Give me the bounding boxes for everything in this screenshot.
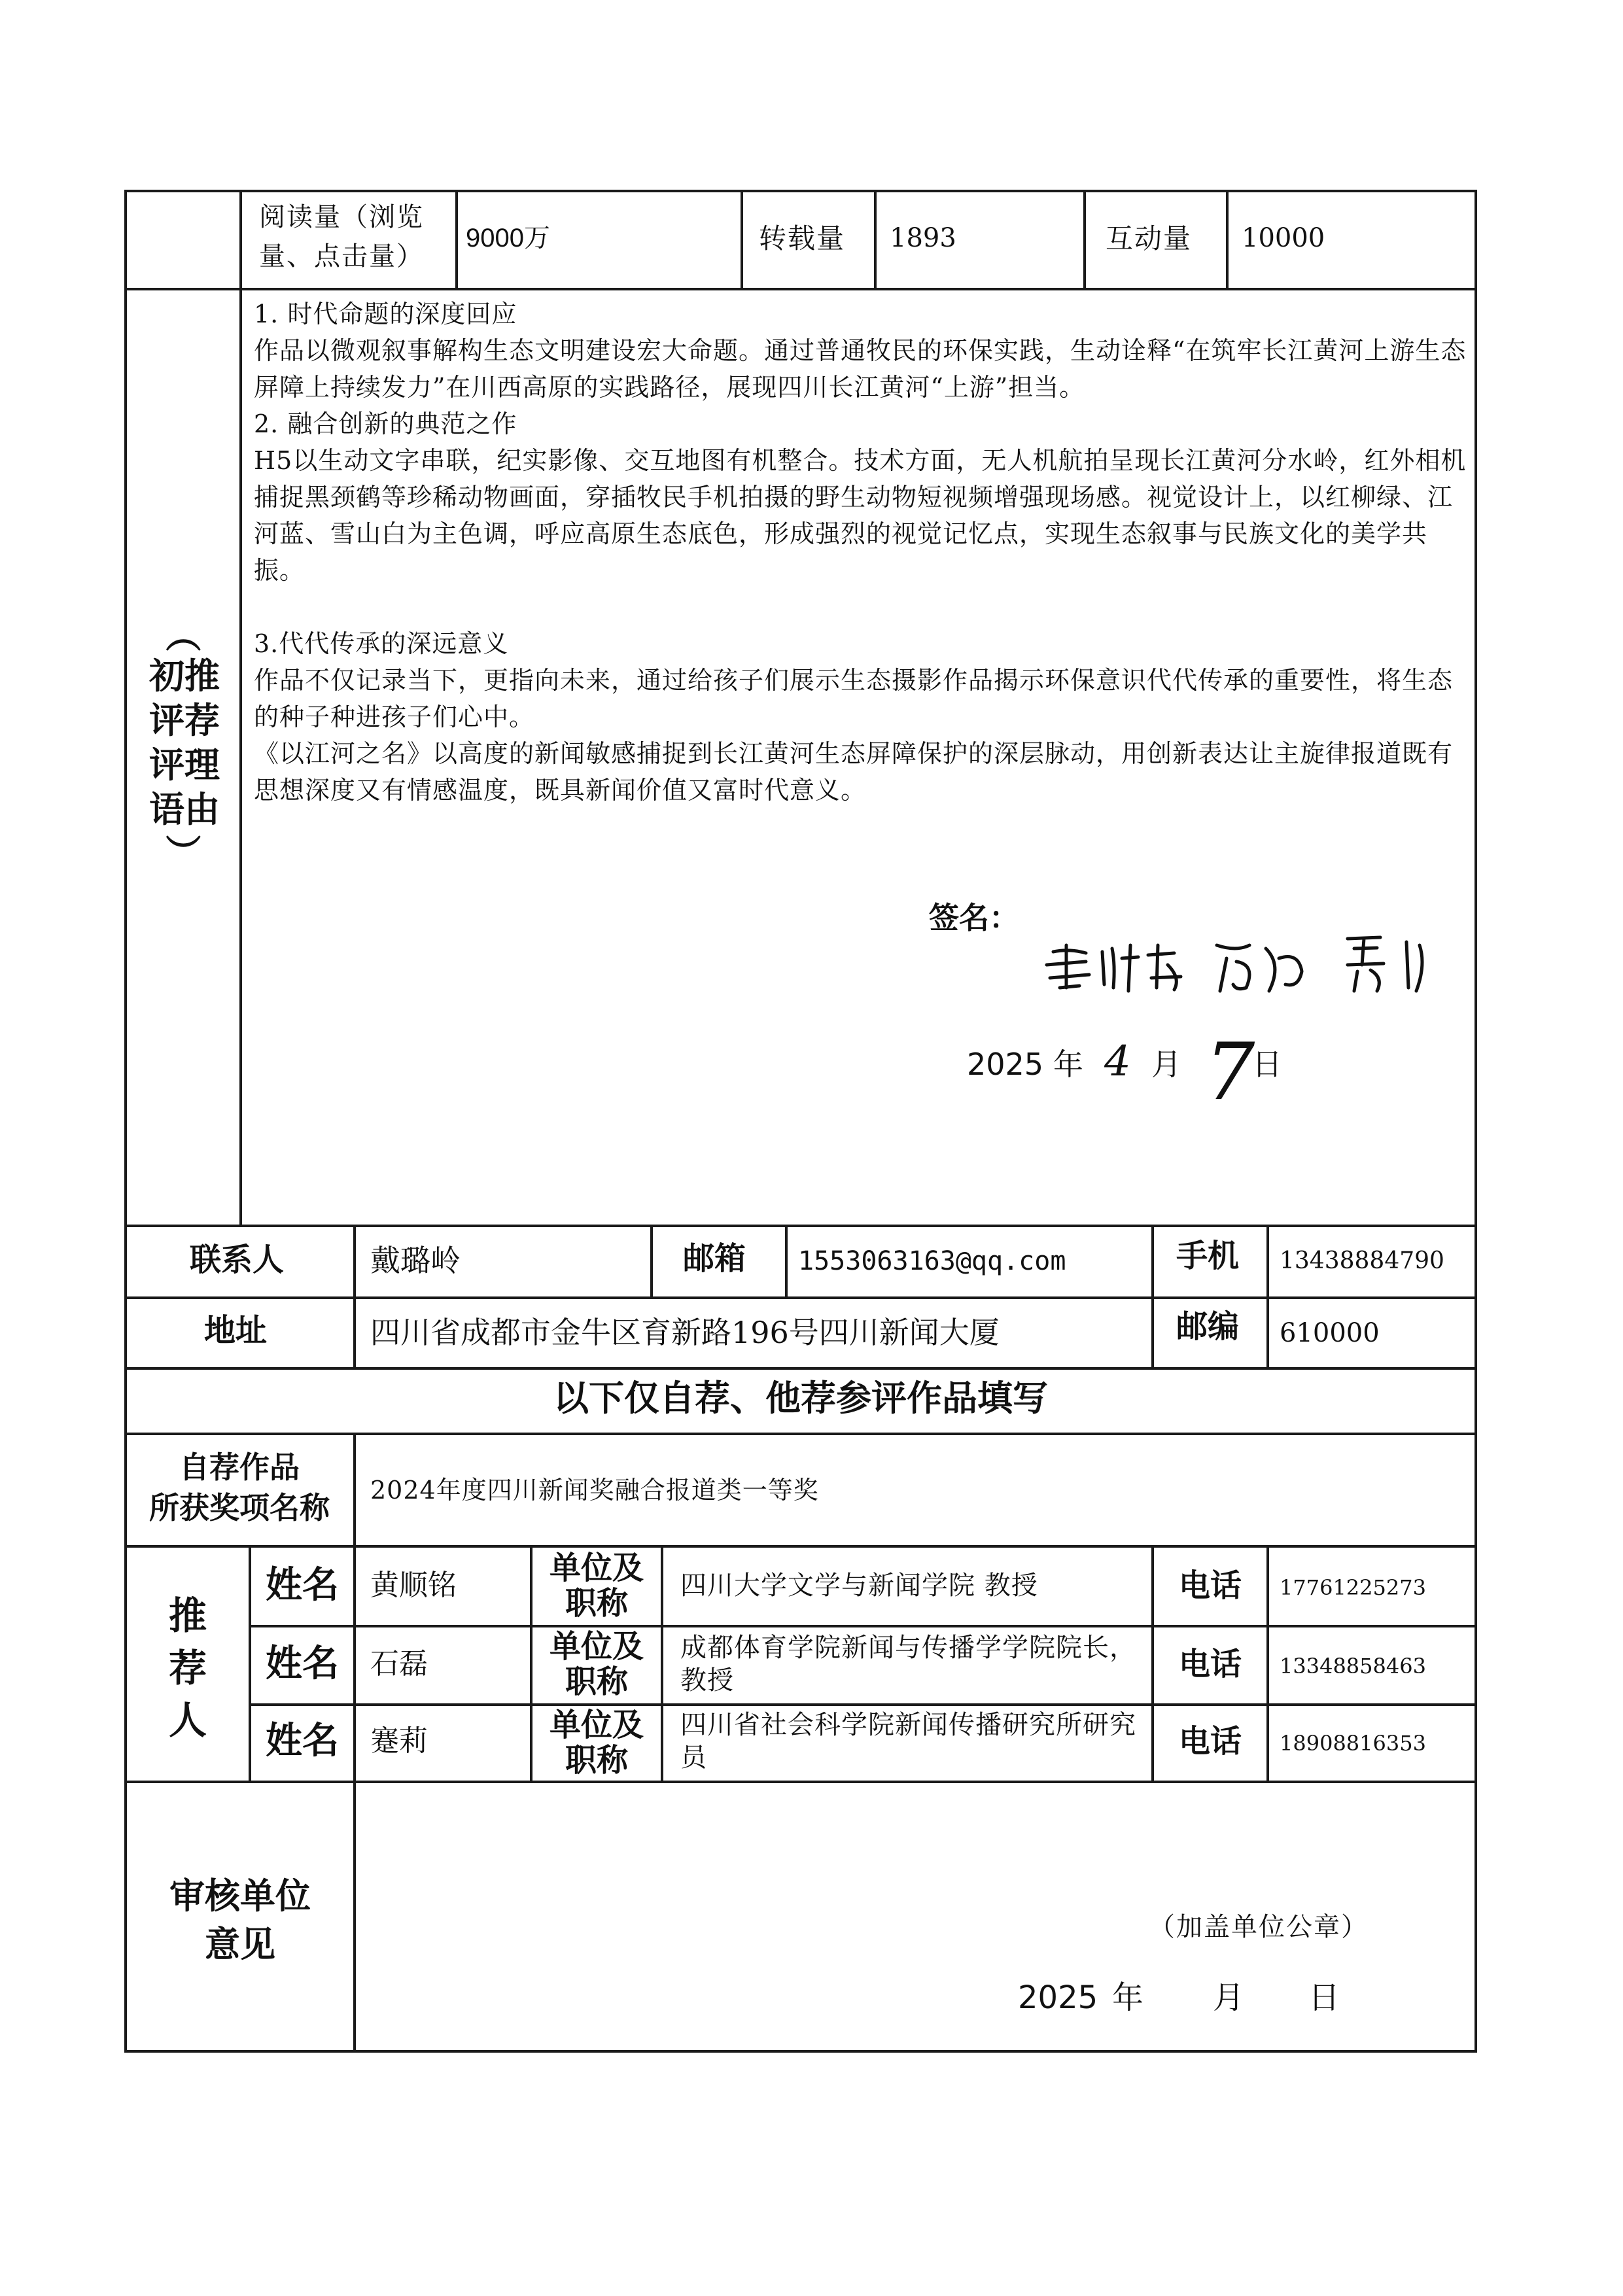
section-title: 以下仅自荐、他荐参评作品填写 [553, 1378, 1048, 1419]
contact-phone-value: 13438884790 [1280, 1247, 1444, 1274]
reason-date-day-char: 日 [1252, 1047, 1282, 1082]
recommender-group-label [127, 1590, 249, 1747]
rule [1151, 1225, 1154, 1368]
seal-note: （加盖单位公章） [1149, 1912, 1369, 1942]
award-label-line1: 自荐作品 [179, 1450, 300, 1485]
phone-label: 电话 [1178, 1646, 1242, 1682]
recommender-phone: 13348858463 [1280, 1654, 1426, 1679]
rule [1266, 1225, 1269, 1368]
contact-email-label: 邮箱 [683, 1240, 746, 1277]
rule [124, 1296, 1477, 1299]
table-border-left [124, 190, 127, 2053]
award-value: 2024年度四川新闻奖融合报道类一等奖 [370, 1476, 819, 1505]
rule [785, 1225, 788, 1298]
interaction-label: 互动量 [1106, 222, 1193, 254]
rule [124, 1781, 1477, 1783]
signature-image [1040, 926, 1446, 998]
postcode-value: 610000 [1280, 1318, 1380, 1348]
rule [650, 1225, 653, 1298]
name-label: 姓名 [266, 1643, 339, 1685]
repost-label: 转载量 [759, 222, 846, 254]
unit-label-line1: 单位及 [549, 1628, 644, 1665]
rule [249, 1625, 1477, 1627]
contact-person-value: 戴璐岭 [370, 1243, 461, 1278]
address-label: 地址 [204, 1312, 268, 1349]
recommender-unit: 四川大学文学与新闻学院 教授 [680, 1571, 1038, 1601]
reason-date-month-char: 月 [1151, 1047, 1181, 1082]
review-date-year-char: 年 [1112, 1979, 1144, 2016]
recommender-unit: 四川省社会科学院新闻传播研究所研究员 [680, 1710, 1136, 1773]
rule [874, 190, 877, 289]
reason-heading-2: 2. 融合创新的典范之作 [254, 409, 517, 438]
rule [249, 1703, 1477, 1706]
recommender-name: 黄顺铭 [370, 1569, 457, 1602]
recommender-phone: 18908816353 [1280, 1731, 1426, 1756]
rule [124, 2050, 1477, 2053]
rule [1083, 190, 1086, 289]
address-value: 四川省成都市金牛区育新路196号四川新闻大厦 [370, 1315, 1000, 1350]
side-line: 语由 [149, 789, 220, 830]
rule [353, 1225, 356, 1368]
rule [455, 190, 458, 289]
name-label: 姓名 [266, 1564, 339, 1607]
rule [353, 1433, 356, 2051]
name-label: 姓名 [266, 1720, 339, 1762]
unit-label-line1: 单位及 [549, 1550, 644, 1586]
group-char: 人 [168, 1698, 207, 1743]
recommender-name: 蹇莉 [370, 1724, 428, 1758]
side-line: 初推 [149, 655, 220, 697]
reason-date-month: 4 [1104, 1037, 1131, 1086]
reason-date-day: 7 [1205, 1027, 1255, 1118]
rule [661, 1545, 663, 1782]
rule [741, 190, 743, 289]
paren-open: （ [162, 617, 203, 652]
review-date-day-char: 日 [1308, 1979, 1340, 2016]
group-char: 推 [168, 1593, 207, 1638]
side-line: 评荐 [149, 700, 220, 741]
unit-label-line2: 职称 [565, 1742, 628, 1779]
table-border-right [1475, 190, 1477, 2053]
reason-paragraph-1: 作品以微观叙事解构生态文明建设宏大命题。通过普通牧民的环保实践，生动诠释“在筑牢长江黄河上游生态屏障上持续发力”在川西高原的实践路径，展现四川长江黄河“上游”担当。 [254, 336, 1467, 402]
rule [124, 288, 1477, 290]
side-line: 评理 [149, 744, 220, 786]
interaction-value: 10000 [1242, 223, 1325, 253]
rule [124, 1433, 1477, 1435]
postcode-label: 邮编 [1176, 1308, 1240, 1345]
reason-date-year: 2025 [967, 1047, 1044, 1082]
reason-heading-3: 3.代代传承的深远意义 [254, 629, 509, 658]
rule [239, 190, 242, 1226]
reason-paragraph-2: H5以生动文字串联，纪实影像、交互地图有机整合。技术方面，无人机航拍呈现长江黄河分水岭，红外相机捕捉黑颈鹤等珍稀动物画面，穿插牧民手机拍摄的野生动物短视频增强现场感。视觉设计上，以红柳绿、江河蓝、雪山白为主色调，呼应高原生态底色，形成强烈的视觉记忆点，实现生态叙事与民族文化的美学共振。 [254, 446, 1467, 585]
phone-label: 电话 [1178, 1567, 1242, 1604]
contact-phone-label: 手机 [1176, 1238, 1240, 1274]
rule [124, 1225, 1477, 1227]
recommender-unit: 成都体育学院新闻与传播学学院院长，教授 [680, 1633, 1136, 1696]
group-char: 荐 [168, 1646, 207, 1690]
rule [124, 190, 1477, 192]
award-label-line2: 所获奖项名称 [149, 1490, 330, 1525]
contact-person-label: 联系人 [190, 1242, 285, 1278]
reason-paragraph-4: 《以江河之名》以高度的新闻敏感捕捉到长江黄河生态屏障保护的深层脉动，用创新表达让主旋律报道既有思想深度又有情感温度，既具新闻价值又富时代意义。 [254, 739, 1454, 805]
review-date-year: 2025 [1018, 1979, 1098, 2016]
rule [1226, 190, 1229, 289]
review-label-line2: 意见 [205, 1924, 275, 1965]
review-date-month-char: 月 [1213, 1979, 1245, 2016]
unit-label-line1: 单位及 [549, 1707, 644, 1743]
reason-date-year-char: 年 [1053, 1047, 1083, 1082]
reason-side-label [139, 615, 230, 871]
rule [124, 1545, 1477, 1548]
phone-label: 电话 [1178, 1723, 1242, 1760]
signature-label: 签名： [929, 900, 1019, 935]
read-value: 9000万 [466, 224, 550, 252]
rule [124, 1367, 1477, 1370]
repost-value: 1893 [890, 223, 956, 253]
contact-email-value: 1553063163@qq.com [798, 1246, 1066, 1276]
reason-paragraph-3: 作品不仅记录当下，更指向未来，通过给孩子们展示生态摄影作品揭示环保意识代代传承的重要性，将生态的种子种进孩子们心中。 [254, 666, 1454, 731]
read-label: 阅读量（浏览量、点击量） [259, 202, 424, 271]
reason-heading-1: 1. 时代命题的深度回应 [254, 300, 517, 328]
unit-label-line2: 职称 [565, 1585, 628, 1622]
review-label-line1: 审核单位 [169, 1875, 311, 1917]
unit-label-line2: 职称 [565, 1663, 628, 1700]
recommender-phone: 17761225273 [1280, 1575, 1426, 1600]
paren-close: ） [162, 834, 203, 869]
rule [1266, 1545, 1269, 1782]
recommender-name: 石磊 [370, 1647, 428, 1680]
